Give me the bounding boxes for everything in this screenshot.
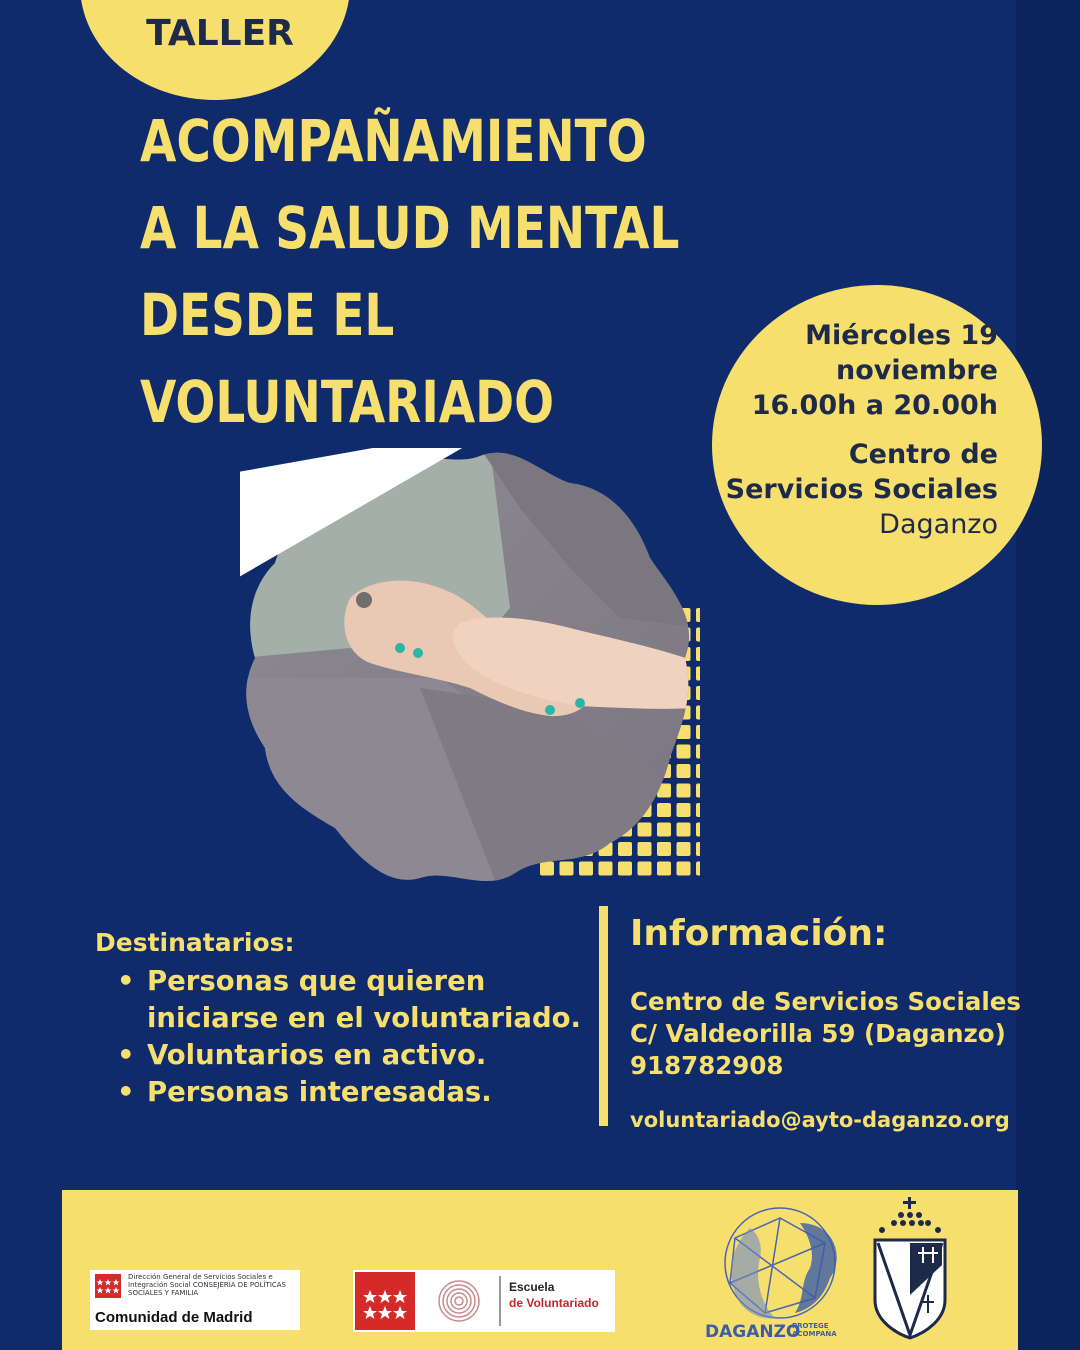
grid-cell bbox=[618, 862, 632, 876]
grid-cell bbox=[696, 764, 700, 778]
grid-cell bbox=[696, 862, 700, 876]
grid-cell bbox=[677, 764, 691, 778]
grid-cell bbox=[657, 803, 671, 817]
title-line: ACOMPAÑAMIENTO bbox=[140, 107, 647, 175]
madrid-flag-icon bbox=[355, 1272, 415, 1330]
event-venue: Servicios Sociales bbox=[725, 474, 998, 505]
escuela-voluntariado-logo bbox=[353, 1270, 615, 1332]
grid-cell bbox=[696, 725, 700, 739]
daganzo-tagline: PROTEGE ACOMPAÑA bbox=[792, 1322, 837, 1338]
grid-cell bbox=[657, 862, 671, 876]
grid-cell bbox=[696, 667, 700, 681]
title-line: A LA SALUD MENTAL bbox=[140, 194, 680, 262]
info-divider bbox=[599, 906, 608, 1126]
ev-line2: de Voluntariado bbox=[509, 1296, 599, 1310]
right-edge-strip bbox=[1016, 0, 1080, 1350]
contact-phone[interactable]: 918782908 bbox=[630, 1051, 784, 1080]
grid-cell bbox=[540, 862, 554, 876]
grid-cell bbox=[677, 842, 691, 856]
title-line: VOLUNTARIADO bbox=[140, 368, 555, 436]
title-line: DESDE EL bbox=[140, 281, 395, 349]
grid-cell bbox=[696, 608, 700, 622]
grid-cell bbox=[696, 784, 700, 798]
event-title bbox=[140, 98, 752, 446]
grid-cell bbox=[638, 823, 652, 837]
event-time: 16.00h a 20.00h bbox=[751, 390, 998, 421]
daganzo-name: DAGANZO bbox=[705, 1322, 801, 1342]
grid-cell bbox=[579, 862, 593, 876]
fingerprint-swirl-icon bbox=[421, 1276, 497, 1326]
grid-cell bbox=[696, 745, 700, 759]
ev-line1: Escuela bbox=[509, 1280, 555, 1294]
event-city: Daganzo bbox=[879, 509, 998, 540]
grid-cell bbox=[696, 803, 700, 817]
contact-block bbox=[630, 910, 1021, 1132]
badge-label: TALLER bbox=[146, 13, 294, 54]
grid-cell bbox=[677, 823, 691, 837]
cm-name: Comunidad de Madrid bbox=[95, 1309, 253, 1326]
event-date: Miércoles 19 bbox=[805, 320, 998, 351]
contact-place: Centro de Servicios Sociales bbox=[630, 987, 1021, 1016]
event-details bbox=[712, 318, 998, 542]
grid-cell bbox=[599, 862, 613, 876]
grid-cell bbox=[560, 862, 574, 876]
audience-block bbox=[95, 928, 581, 1111]
grid-cell bbox=[677, 803, 691, 817]
grid-cell bbox=[618, 842, 632, 856]
audience-item: • Personas interesadas. bbox=[147, 1074, 581, 1111]
contact-address: C/ Valdeorilla 59 (Daganzo) bbox=[630, 1019, 1006, 1048]
grid-cell bbox=[696, 647, 700, 661]
cm-department: Dirección General de Servicios Sociales e Integración Social CONSEJERÍA DE POLÍTICAS SOCIALES Y FAMILIA bbox=[128, 1273, 287, 1297]
event-month: noviembre bbox=[835, 355, 998, 386]
grid-cell bbox=[677, 862, 691, 876]
grid-cell bbox=[696, 686, 700, 700]
audience-heading: Destinatarios: bbox=[95, 928, 295, 957]
event-venue: Centro de bbox=[848, 439, 998, 470]
grid-cell bbox=[696, 628, 700, 642]
grid-cell bbox=[638, 842, 652, 856]
grid-cell bbox=[657, 842, 671, 856]
grid-cell bbox=[638, 862, 652, 876]
contact-heading: Información: bbox=[630, 913, 888, 954]
grid-cell bbox=[696, 823, 700, 837]
grid-cell bbox=[677, 784, 691, 798]
contact-email[interactable]: voluntariado@ayto-daganzo.org bbox=[630, 1108, 1010, 1132]
audience-item: • Voluntarios en activo. bbox=[147, 1037, 581, 1074]
grid-cell bbox=[677, 745, 691, 759]
audience-item: • Personas que quieren iniciarse en el voluntariado. bbox=[147, 963, 581, 1037]
hands-photo bbox=[240, 448, 700, 893]
madrid-flag-icon bbox=[95, 1274, 121, 1298]
grid-cell bbox=[696, 842, 700, 856]
grid-cell bbox=[657, 823, 671, 837]
comunidad-madrid-logo bbox=[90, 1270, 300, 1330]
grid-cell bbox=[696, 706, 700, 720]
ave-maria-crest-icon bbox=[870, 1195, 950, 1340]
